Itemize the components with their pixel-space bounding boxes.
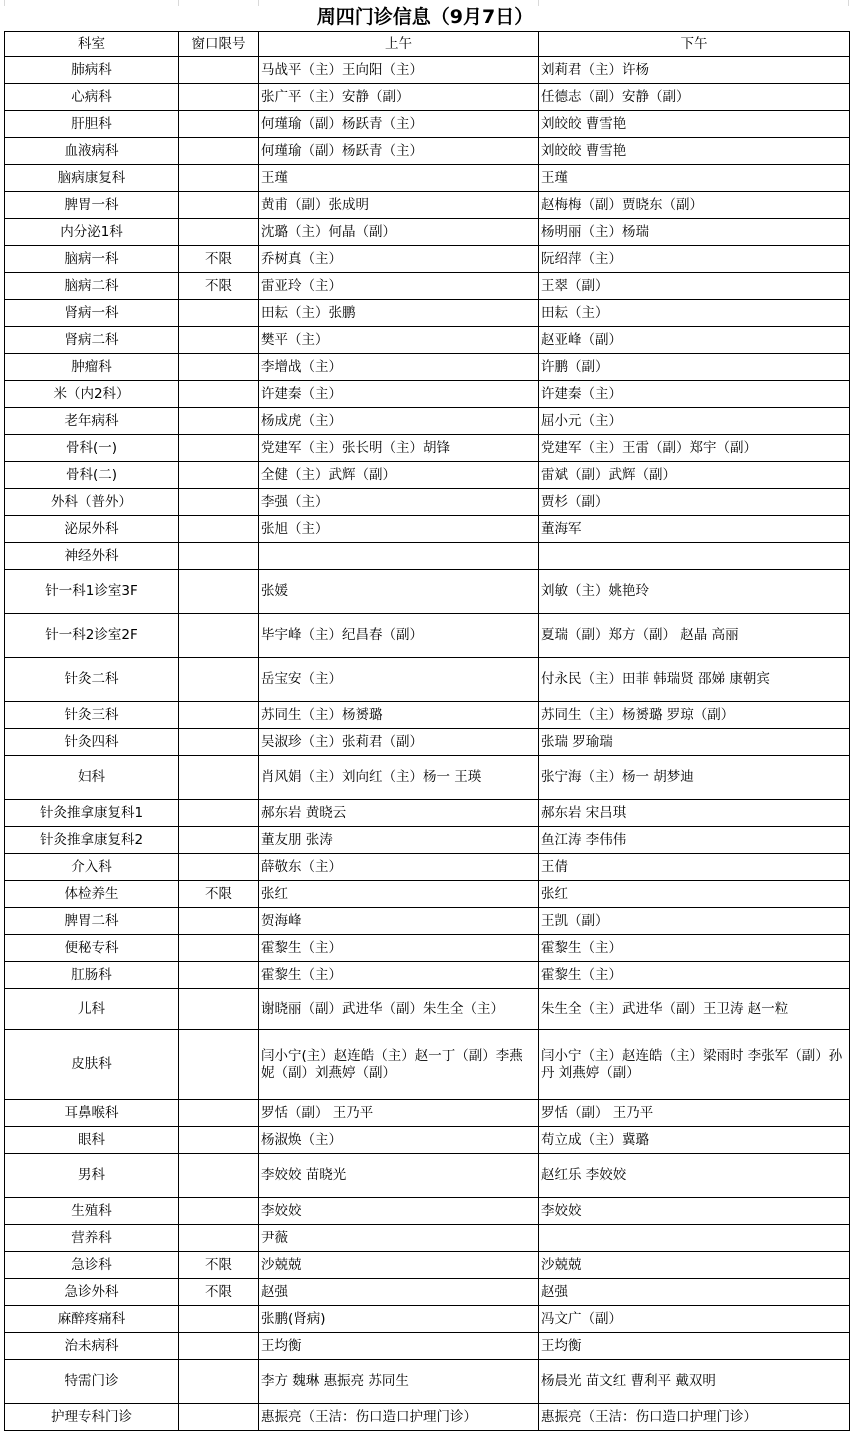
- pm-cell: 阮绍萍（主）: [539, 246, 850, 273]
- pm-cell: 赵亚峰（副）: [539, 327, 850, 354]
- limit-cell: [179, 1225, 259, 1252]
- am-cell: 沈璐（主）何晶（副）: [259, 219, 539, 246]
- dept-cell: 体检养生: [5, 881, 179, 908]
- pm-cell: 罗恬（副） 王乃平: [539, 1100, 850, 1127]
- pm-cell: 惠振亮（王洁：伤口造口护理门诊）: [539, 1404, 850, 1431]
- dept-cell: 针一科1诊室3F: [5, 570, 179, 614]
- page-title: 周四门诊信息（9月7日）: [316, 6, 534, 28]
- am-cell: 苏同生（主）杨赟璐: [259, 702, 539, 729]
- dept-cell: 皮肤科: [5, 1030, 179, 1100]
- limit-cell: [179, 408, 259, 435]
- pm-cell: 李姣姣: [539, 1198, 850, 1225]
- am-cell: 霍黎生（主）: [259, 935, 539, 962]
- limit-cell: [179, 908, 259, 935]
- table-row: [5, 570, 850, 614]
- table-row: [5, 854, 850, 881]
- table-row: [5, 192, 850, 219]
- am-cell: 李强（主）: [259, 489, 539, 516]
- pm-cell: 王均衡: [539, 1333, 850, 1360]
- pm-cell: 鱼江涛 李伟伟: [539, 827, 850, 854]
- pm-cell: 杨明丽（主）杨瑞: [539, 219, 850, 246]
- table-row: [5, 827, 850, 854]
- dept-cell: 血液病科: [5, 138, 179, 165]
- dept-cell: 便秘专科: [5, 935, 179, 962]
- am-cell: 黄甫（副）张成明: [259, 192, 539, 219]
- dept-cell: 脾胃一科: [5, 192, 179, 219]
- table-row: [5, 702, 850, 729]
- table-row: [5, 516, 850, 543]
- limit-cell: [179, 935, 259, 962]
- limit-cell: [179, 1404, 259, 1431]
- am-cell: 乔树真（主）: [259, 246, 539, 273]
- table-row: [5, 543, 850, 570]
- pm-cell: 张红: [539, 881, 850, 908]
- am-cell: 罗恬（副） 王乃平: [259, 1100, 539, 1127]
- am-cell: 李姣姣: [259, 1198, 539, 1225]
- limit-cell: [179, 1333, 259, 1360]
- pm-cell: 刘敏（主）姚艳玲: [539, 570, 850, 614]
- dept-cell: 急诊外科: [5, 1279, 179, 1306]
- table-row: [5, 138, 850, 165]
- pm-cell: 赵红乐 李姣姣: [539, 1154, 850, 1198]
- table-row: [5, 962, 850, 989]
- limit-cell: [179, 1198, 259, 1225]
- am-cell: 沙兢兢: [259, 1252, 539, 1279]
- pm-cell: 付永民（主）田菲 韩瑞贤 邵娣 康朝宾: [539, 658, 850, 702]
- clinic-schedule-table: [4, 31, 850, 1431]
- dept-cell: 内分泌1科: [5, 219, 179, 246]
- am-cell: 吴淑珍（主）张莉君（副）: [259, 729, 539, 756]
- am-cell: 闫小宁(主）赵连皓（主）赵一丁（副）李燕妮（副）刘燕婷（副）: [259, 1030, 539, 1100]
- dept-cell: 老年病科: [5, 408, 179, 435]
- table-row: [5, 435, 850, 462]
- header-row: [5, 32, 850, 57]
- table-row: [5, 658, 850, 702]
- dept-cell: 针灸三科: [5, 702, 179, 729]
- am-cell: 田耘（主）张鹏: [259, 300, 539, 327]
- limit-cell: 不限: [179, 273, 259, 300]
- table-row: [5, 800, 850, 827]
- table-row: [5, 300, 850, 327]
- dept-cell: 肝胆科: [5, 111, 179, 138]
- limit-cell: [179, 516, 259, 543]
- dept-cell: 外科（普外）: [5, 489, 179, 516]
- dept-cell: 针灸推拿康复科2: [5, 827, 179, 854]
- dept-cell: 肺病科: [5, 57, 179, 84]
- limit-cell: [179, 219, 259, 246]
- limit-cell: [179, 658, 259, 702]
- limit-cell: [179, 84, 259, 111]
- limit-cell: 不限: [179, 881, 259, 908]
- dept-cell: 肛肠科: [5, 962, 179, 989]
- limit-cell: [179, 165, 259, 192]
- dept-cell: 特需门诊: [5, 1360, 179, 1404]
- am-cell: 毕宇峰（主）纪昌春（副）: [259, 614, 539, 658]
- table-row: [5, 729, 850, 756]
- pm-cell: 刘皎皎 曹雪艳: [539, 111, 850, 138]
- am-cell: 张红: [259, 881, 539, 908]
- table-row: [5, 1030, 850, 1100]
- table-row: [5, 489, 850, 516]
- table-row: [5, 1404, 850, 1431]
- table-row: [5, 756, 850, 800]
- limit-cell: [179, 354, 259, 381]
- pm-cell: 郝东岩 宋吕琪: [539, 800, 850, 827]
- table-row: [5, 57, 850, 84]
- dept-cell: 耳鼻喉科: [5, 1100, 179, 1127]
- dept-cell: 急诊科: [5, 1252, 179, 1279]
- dept-cell: 眼科: [5, 1127, 179, 1154]
- am-cell: 张旭（主）: [259, 516, 539, 543]
- pm-cell: 党建军（主）王雷（副）郑宇（副）: [539, 435, 850, 462]
- table-row: [5, 327, 850, 354]
- table-row: [5, 111, 850, 138]
- header-limit: 窗口限号: [179, 32, 259, 57]
- limit-cell: [179, 614, 259, 658]
- am-cell: 赵强: [259, 1279, 539, 1306]
- dept-cell: 泌尿外科: [5, 516, 179, 543]
- pm-cell: [539, 543, 850, 570]
- am-cell: 肖风娟（主）刘向红（主）杨一 王瑛: [259, 756, 539, 800]
- table-row: [5, 273, 850, 300]
- table-row: [5, 1225, 850, 1252]
- am-cell: 张鹏(肾病): [259, 1306, 539, 1333]
- dept-cell: 肾病二科: [5, 327, 179, 354]
- limit-cell: [179, 543, 259, 570]
- dept-cell: 介入科: [5, 854, 179, 881]
- limit-cell: [179, 729, 259, 756]
- am-cell: 雷亚玲（主）: [259, 273, 539, 300]
- table-row: [5, 908, 850, 935]
- limit-cell: [179, 1154, 259, 1198]
- limit-cell: [179, 702, 259, 729]
- pm-cell: 朱生全（主）武进华（副）王卫涛 赵一粒: [539, 989, 850, 1030]
- am-cell: 郝东岩 黄晓云: [259, 800, 539, 827]
- table-row: [5, 354, 850, 381]
- am-cell: 杨成虎（主）: [259, 408, 539, 435]
- table-row: [5, 1198, 850, 1225]
- dept-cell: 米（内2科）: [5, 381, 179, 408]
- limit-cell: [179, 854, 259, 881]
- pm-cell: 王瑾: [539, 165, 850, 192]
- pm-cell: 霍黎生（主）: [539, 962, 850, 989]
- dept-cell: 针一科2诊室2F: [5, 614, 179, 658]
- dept-cell: 肿瘤科: [5, 354, 179, 381]
- am-cell: 马战平（主）王向阳（主）: [259, 57, 539, 84]
- pm-cell: 刘皎皎 曹雪艳: [539, 138, 850, 165]
- pm-cell: 张宁海（主）杨一 胡梦迪: [539, 756, 850, 800]
- pm-cell: 苟立成（主）冀璐: [539, 1127, 850, 1154]
- pm-cell: 沙兢兢: [539, 1252, 850, 1279]
- pm-cell: 张瑞 罗瑜瑞: [539, 729, 850, 756]
- dept-cell: 脑病一科: [5, 246, 179, 273]
- limit-cell: [179, 111, 259, 138]
- am-cell: 全健（主）武辉（副）: [259, 462, 539, 489]
- dept-cell: 男科: [5, 1154, 179, 1198]
- am-cell: 李增战（主）: [259, 354, 539, 381]
- limit-cell: [179, 192, 259, 219]
- table-row: [5, 1306, 850, 1333]
- am-cell: 何瑾瑜（副）杨跃青（主）: [259, 111, 539, 138]
- pm-cell: 杨晨光 苗文红 曹利平 戴双明: [539, 1360, 850, 1404]
- dept-cell: 治未病科: [5, 1333, 179, 1360]
- header-dept: 科室: [5, 32, 179, 57]
- dept-cell: 针灸二科: [5, 658, 179, 702]
- limit-cell: [179, 570, 259, 614]
- table-row: [5, 1252, 850, 1279]
- header-pm: 下午: [539, 32, 850, 57]
- table-row: [5, 246, 850, 273]
- am-cell: 许建秦（主）: [259, 381, 539, 408]
- dept-cell: 生殖科: [5, 1198, 179, 1225]
- dept-cell: 麻醉疼痛科: [5, 1306, 179, 1333]
- table-row: [5, 1333, 850, 1360]
- am-cell: 李方 魏琳 惠振亮 苏同生: [259, 1360, 539, 1404]
- table-row: [5, 935, 850, 962]
- pm-cell: 王翠（副）: [539, 273, 850, 300]
- dept-cell: 针灸四科: [5, 729, 179, 756]
- table-row: [5, 84, 850, 111]
- table-row: [5, 165, 850, 192]
- dept-cell: 针灸推拿康复科1: [5, 800, 179, 827]
- limit-cell: 不限: [179, 1279, 259, 1306]
- pm-cell: 赵强: [539, 1279, 850, 1306]
- am-cell: 尹薇: [259, 1225, 539, 1252]
- limit-cell: [179, 1306, 259, 1333]
- pm-cell: [539, 1225, 850, 1252]
- dept-cell: 儿科: [5, 989, 179, 1030]
- am-cell: 霍黎生（主）: [259, 962, 539, 989]
- am-cell: 董友朋 张涛: [259, 827, 539, 854]
- header-am: 上午: [259, 32, 539, 57]
- schedule-body: [5, 57, 850, 1431]
- table-row: [5, 1154, 850, 1198]
- am-cell: 李姣姣 苗晓光: [259, 1154, 539, 1198]
- pm-cell: 苏同生（主）杨赟璐 罗琼（副）: [539, 702, 850, 729]
- pm-cell: 屈小元（主）: [539, 408, 850, 435]
- table-row: [5, 881, 850, 908]
- limit-cell: 不限: [179, 246, 259, 273]
- table-row: [5, 1279, 850, 1306]
- limit-cell: [179, 435, 259, 462]
- pm-cell: 刘莉君（主）许杨: [539, 57, 850, 84]
- pm-cell: 任德志（副）安静（副）: [539, 84, 850, 111]
- table-row: [5, 1360, 850, 1404]
- limit-cell: [179, 962, 259, 989]
- limit-cell: [179, 756, 259, 800]
- pm-cell: 霍黎生（主）: [539, 935, 850, 962]
- dept-cell: 营养科: [5, 1225, 179, 1252]
- table-row: [5, 462, 850, 489]
- pm-cell: 许鹏（副）: [539, 354, 850, 381]
- am-cell: [259, 543, 539, 570]
- dept-cell: 骨科(一): [5, 435, 179, 462]
- am-cell: 贺海峰: [259, 908, 539, 935]
- pm-cell: 董海军: [539, 516, 850, 543]
- dept-cell: 肾病一科: [5, 300, 179, 327]
- dept-cell: 脑病康复科: [5, 165, 179, 192]
- am-cell: 张广平（主）安静（副）: [259, 84, 539, 111]
- table-row: [5, 989, 850, 1030]
- limit-cell: [179, 827, 259, 854]
- pm-cell: 冯文广（副）: [539, 1306, 850, 1333]
- limit-cell: [179, 1100, 259, 1127]
- am-cell: 王均衡: [259, 1333, 539, 1360]
- pm-cell: 赵梅梅（副）贾晓东（副）: [539, 192, 850, 219]
- limit-cell: [179, 300, 259, 327]
- limit-cell: [179, 327, 259, 354]
- am-cell: 党建军（主）张长明（主）胡锋: [259, 435, 539, 462]
- limit-cell: [179, 1030, 259, 1100]
- dept-cell: 妇科: [5, 756, 179, 800]
- limit-cell: [179, 800, 259, 827]
- table-row: [5, 1127, 850, 1154]
- limit-cell: 不限: [179, 1252, 259, 1279]
- pm-cell: 闫小宁（主）赵连皓（主）梁雨时 李张军（副）孙丹 刘燕婷（副）: [539, 1030, 850, 1100]
- limit-cell: [179, 381, 259, 408]
- table-row: [5, 381, 850, 408]
- am-cell: 张媛: [259, 570, 539, 614]
- table-row: [5, 408, 850, 435]
- am-cell: 杨淑焕（主）: [259, 1127, 539, 1154]
- am-cell: 薛敬东（主）: [259, 854, 539, 881]
- am-cell: 谢晓丽（副）武进华（副）朱生全（主）: [259, 989, 539, 1030]
- dept-cell: 脾胃二科: [5, 908, 179, 935]
- dept-cell: 神经外科: [5, 543, 179, 570]
- pm-cell: 贾杉（副）: [539, 489, 850, 516]
- am-cell: 樊平（主）: [259, 327, 539, 354]
- table-row: [5, 614, 850, 658]
- limit-cell: [179, 462, 259, 489]
- pm-cell: 田耘（主）: [539, 300, 850, 327]
- limit-cell: [179, 1360, 259, 1404]
- limit-cell: [179, 57, 259, 84]
- pm-cell: 雷斌（副）武辉（副）: [539, 462, 850, 489]
- dept-cell: 骨科(二): [5, 462, 179, 489]
- dept-cell: 护理专科门诊: [5, 1404, 179, 1431]
- pm-cell: 许建秦（主）: [539, 381, 850, 408]
- am-cell: 王瑾: [259, 165, 539, 192]
- table-row: [5, 219, 850, 246]
- limit-cell: [179, 989, 259, 1030]
- am-cell: 何瑾瑜（副）杨跃青（主）: [259, 138, 539, 165]
- limit-cell: [179, 138, 259, 165]
- am-cell: 岳宝安（主）: [259, 658, 539, 702]
- am-cell: 惠振亮（王洁：伤口造口护理门诊）: [259, 1404, 539, 1431]
- pm-cell: 夏瑞（副）郑方（副） 赵晶 高丽: [539, 614, 850, 658]
- limit-cell: [179, 1127, 259, 1154]
- pm-cell: 王倩: [539, 854, 850, 881]
- dept-cell: 脑病二科: [5, 273, 179, 300]
- pm-cell: 王凯（副）: [539, 908, 850, 935]
- dept-cell: 心病科: [5, 84, 179, 111]
- table-row: [5, 1100, 850, 1127]
- limit-cell: [179, 489, 259, 516]
